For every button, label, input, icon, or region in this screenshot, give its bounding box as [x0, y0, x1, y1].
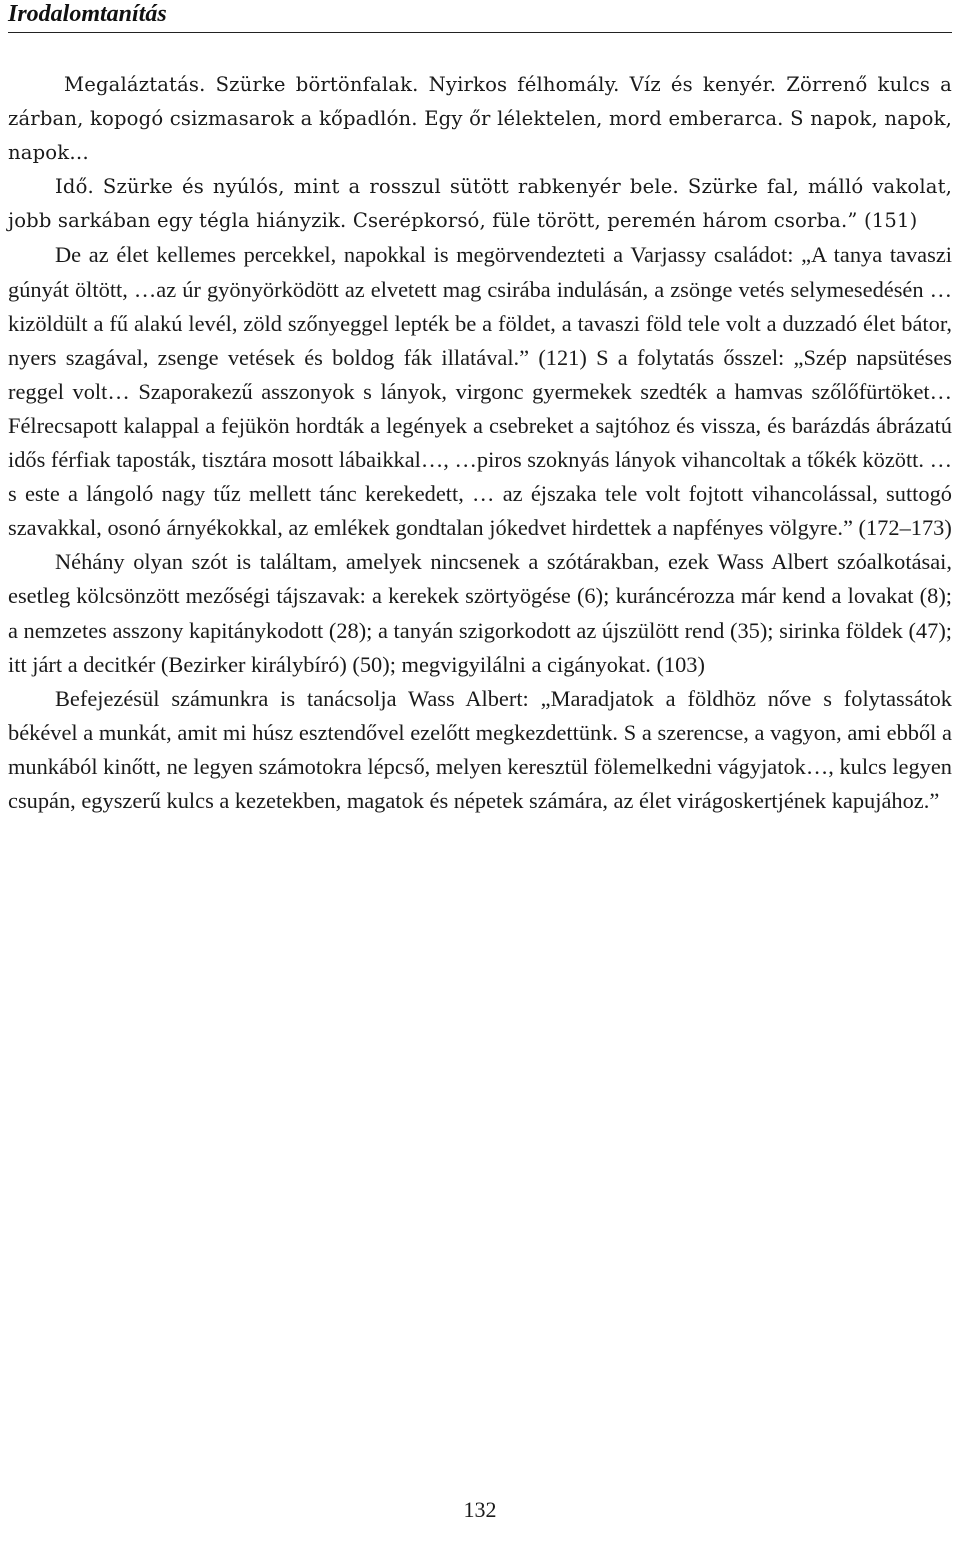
article-body	[8, 68, 952, 818]
running-header-title: Irodalomtanítás	[8, 1, 167, 27]
running-header	[8, 0, 952, 33]
paragraph-conclusion: Befejezésül számunkra is tanácsolja Wass Albert: „Maradjatok a földhöz nőve s folytassátok békével a munkát, amit mi húsz esztendővel ezelőtt megkezdettünk. S a szerencse, a vagyon, ami ebből a munkából kinőtt, ne legyen számotokra lépcső, melyen keresztül fölemelkedni vágyjatok…, kulcs legyen csupán, egyszerű kulcs a kezetekben, magatok és népetek számára, az élet virágoskertjének kapujához.”	[8, 685, 952, 813]
paragraph-quote-prison: Megaláztatás. Szürke börtönfalak. Nyirkos félhomály. Víz és kenyér. Zörrenő kulcs a zárban, kopogó csizmasarok a kőpadlón. Egy őr lélektelen, mord emberarca. S napok, napok, napok…	[8, 73, 952, 165]
page-number: 132	[463, 1497, 497, 1522]
paragraph-quote-time: Idő. Szürke és nyúlós, mint a rosszul sütött rabkenyér bele. Szürke fal, málló vakolat, jobb sarkában egy tégla hiányzik. Cserépkorsó, füle törött, peremén három csorba.” (151)	[8, 175, 952, 233]
paragraph-word-coinages: Néhány olyan szót is találtam, amelyek nincsenek a szótárakban, ezek Wass Albert szóalkotásai, esetleg kölcsönzött mezőségi tájszavak: a kerekek szörtyögése (6); kuráncérozza már kend a lovakat (8); a nemzetes asszony kapitánykodott (28); a tanyán szigorkodott az újszülött rend (35); sirinka földek (47); itt járt a decitkér (Bezirker királybíró) (50); megvigyilálni a cigányokat. (103)	[8, 549, 952, 677]
header-divider	[8, 32, 952, 33]
paragraph-family-life: De az élet kellemes percekkel, napokkal is megörvendezteti a Varjassy családot: „A tanya tavaszi gúnyát öltött, …az úr gyönyörködött az elvetett mag csirába indulásán, a zsönge vetés selymesedésén … kizöldült a fű alakú levél, zöld szőnyeggel lepték be a földet, a tavaszi föld tele volt a duzzadó élet bátor, nyers szagával, zsenge vetések és boldog fák illatával.” (121) S a folytatás ősszel: „Szép napsütéses reggel volt… Szaporakezű asszonyok s lányok, virgonc gyermekek szedték a hamvas szőlőfürtöket… Félrecsapott kalappal a fejükön hordták a legények a csebreket a sajtóhoz és vissza, és barázdás ábrázatú idős férfiak taposták, tisztára mosott lábaikkal…, …piros szoknyás lányok vihancoltak a tőkék között. …s este a lángoló nagy tűz mellett tánc kerekedett, … az éjszaka tele volt fojtott vihancolással, suttogó szavakkal, osonó árnyékokkal, az emlékek gondtalan jókedvet hirdettek a napfényes völgyre.” (172–173)	[8, 242, 952, 541]
